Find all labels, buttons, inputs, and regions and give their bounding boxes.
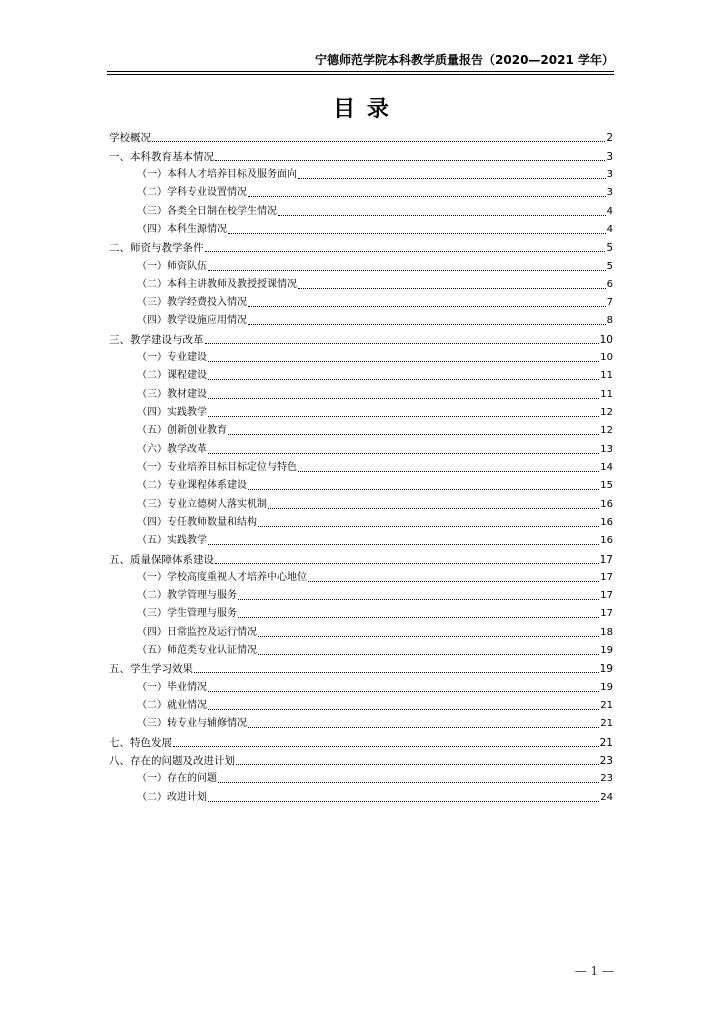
toc-entry-page: 23 (600, 773, 613, 785)
toc-leader-dots (248, 324, 606, 325)
toc-entry[interactable] (109, 620, 613, 638)
toc-leader-dots (208, 691, 599, 692)
toc-entry-label: （五）创新创业教育 (137, 425, 227, 437)
page-number: — 1 — (574, 964, 614, 978)
toc-entry-page: 19 (600, 645, 613, 657)
toc-entry-label: （一）学校高度重视人才培养中心地位 (137, 571, 307, 583)
toc-leader-dots (248, 489, 599, 490)
toc-entry-label: （四）教学设施应用情况 (137, 315, 247, 327)
toc-leader-dots (298, 471, 599, 472)
toc-entry-page: 4 (606, 223, 613, 235)
toc-entry-label: （三）转专业与辅修情况 (137, 718, 247, 730)
toc-entry-page: 21 (600, 718, 613, 730)
toc-leader-dots (258, 654, 599, 655)
toc-entry-label: （一）本科人才培养目标及服务面向 (137, 168, 297, 180)
toc-leader-dots (298, 178, 606, 179)
toc-entry-page: 2 (606, 132, 613, 145)
toc-leader-dots (208, 801, 599, 802)
toc-entry-label: 一、本科教育基本情况 (109, 150, 214, 163)
toc-entry-page: 8 (606, 315, 613, 327)
toc-leader-dots (194, 672, 599, 673)
toc-entry-label: （二）课程建设 (137, 370, 207, 382)
toc-entry-page: 17 (600, 590, 613, 602)
toc-leader-dots (173, 746, 599, 747)
toc-leader-dots (208, 270, 606, 271)
toc-entry-page: 3 (606, 168, 613, 180)
toc-entry-label: （三）各类全日制在校学生情况 (137, 205, 277, 217)
toc-entry-label: 学校概况 (109, 132, 151, 145)
toc-entry-page: 5 (606, 242, 613, 255)
toc-entry-label: （二）教学管理与服务 (137, 590, 237, 602)
toc-leader-dots (208, 453, 599, 454)
toc-entry[interactable] (109, 126, 613, 144)
toc-entry-label: （一）存在的问题 (137, 773, 217, 785)
toc-entry-page: 16 (600, 535, 613, 547)
toc-entry-page: 5 (606, 260, 613, 272)
toc-entry[interactable] (109, 181, 613, 199)
header-title: 宁德师范学院本科教学质量报告（2020—2021 学年） (315, 53, 614, 67)
toc-entry[interactable] (109, 492, 613, 510)
toc-leader-dots (308, 581, 599, 582)
toc-entry-label: （一）专业培养目标目标定位与特色 (137, 461, 297, 473)
toc-entry[interactable] (109, 566, 613, 584)
toc-entry-page: 16 (600, 516, 613, 528)
toc-leader-dots (248, 306, 606, 307)
toc-entry[interactable] (109, 254, 613, 272)
toc-entry-label: （四）实践教学 (137, 407, 207, 418)
toc-entry-label: （三）专业立德树人落实机制 (137, 498, 267, 510)
toc-entry-page: 23 (599, 754, 613, 767)
toc-entry[interactable] (109, 712, 613, 730)
toc-entry-label: 二、师资与教学条件 (109, 242, 204, 255)
toc-leader-dots (228, 233, 606, 234)
toc-entry[interactable] (109, 511, 613, 529)
toc-entry-page: 21 (599, 736, 613, 749)
toc-entry-label: （六）教学改革 (137, 443, 207, 455)
toc-entry-label: （二）本科主讲教师及教授授课情况 (137, 278, 297, 290)
toc-leader-dots (238, 599, 599, 600)
toc-leader-dots (248, 727, 599, 728)
toc-entry-page: 11 (600, 388, 613, 400)
toc-entry[interactable] (109, 639, 613, 657)
toc-entry-page: 14 (600, 461, 613, 473)
toc-entry-label: （三）学生管理与服务 (137, 608, 237, 620)
toc-entry-page: 7 (606, 297, 613, 309)
toc-leader-dots (215, 160, 605, 161)
toc-entry-page: 3 (606, 187, 613, 199)
toc-entry[interactable] (109, 474, 613, 492)
toc-entry[interactable] (109, 346, 613, 364)
toc-entry-label: 七、特色发展 (109, 736, 172, 749)
toc-title: 目 录 (333, 97, 391, 122)
toc-entry-page: 10 (599, 333, 613, 346)
toc-entry-page: 17 (599, 553, 613, 566)
toc-entry-label: （二）专业课程体系建设 (137, 480, 247, 492)
toc-leader-dots (208, 379, 599, 380)
toc-leader-dots (208, 416, 599, 417)
toc-entry[interactable] (109, 327, 613, 345)
toc-entry-label: （二）学科专业设置情况 (137, 187, 247, 199)
toc-leader-dots (228, 434, 599, 435)
toc-leader-dots (278, 215, 606, 216)
toc-leader-dots (236, 764, 599, 765)
toc-entry-label: （二）就业情况 (137, 700, 207, 711)
toc-leader-dots (218, 782, 599, 783)
toc-entry[interactable] (109, 199, 613, 217)
toc-entry-page: 24 (600, 791, 613, 803)
toc-entry-page: 21 (600, 700, 613, 711)
toc-entry[interactable] (109, 273, 613, 291)
toc-entry-label: （四）专任教师数量和结构 (137, 516, 257, 528)
toc-entry-page: 13 (600, 443, 613, 455)
toc-entry[interactable] (109, 309, 613, 327)
toc-entry[interactable] (109, 584, 613, 602)
toc-entry-page: 16 (600, 498, 613, 510)
toc-entry-label: 八、存在的问题及改进计划 (109, 754, 235, 767)
toc-entry[interactable] (109, 163, 613, 181)
toc-entry-label: （四）本科生源情况 (137, 223, 227, 235)
toc-entry[interactable] (109, 730, 613, 748)
toc-entry[interactable] (109, 218, 613, 236)
toc-entry[interactable] (109, 419, 613, 437)
toc-entry[interactable] (109, 401, 613, 419)
toc-leader-dots (238, 617, 599, 618)
table-of-contents (109, 126, 613, 804)
toc-entry[interactable] (109, 437, 613, 455)
toc-entry-label: （一）师资队伍 (137, 260, 207, 272)
toc-entry-label: （五）师范类专业认证情况 (137, 645, 257, 657)
toc-leader-dots (208, 709, 599, 710)
toc-leader-dots (248, 196, 606, 197)
toc-entry[interactable] (109, 547, 613, 565)
toc-entry-page: 6 (606, 278, 613, 290)
toc-entry-page: 18 (600, 626, 613, 638)
toc-entry-page: 17 (600, 571, 613, 583)
toc-entry[interactable] (109, 657, 613, 675)
toc-entry-page: 12 (600, 407, 613, 418)
toc-entry[interactable] (109, 749, 613, 767)
toc-entry-page: 4 (606, 205, 613, 217)
toc-leader-dots (152, 141, 605, 142)
toc-entry-page: 12 (600, 425, 613, 437)
toc-entry[interactable] (109, 602, 613, 620)
toc-entry-label: 五、学生学习效果 (109, 663, 193, 676)
toc-entry-page: 15 (600, 480, 613, 492)
toc-entry-label: （一）毕业情况 (137, 681, 207, 693)
toc-entry[interactable] (109, 694, 613, 712)
toc-entry[interactable] (109, 785, 613, 803)
toc-entry[interactable] (109, 529, 613, 547)
toc-entry[interactable] (109, 144, 613, 162)
toc-entry-label: 三、教学建设与改革 (109, 333, 204, 346)
toc-leader-dots (268, 508, 599, 509)
toc-leader-dots (258, 526, 599, 527)
toc-entry-label: （三）教学经费投入情况 (137, 297, 247, 309)
toc-entry-page: 19 (600, 681, 613, 693)
toc-entry-label: （四）日常监控及运行情况 (137, 626, 257, 638)
toc-entry[interactable] (109, 291, 613, 309)
toc-entry[interactable] (109, 675, 613, 693)
toc-entry-label: （二）改进计划 (137, 791, 207, 803)
toc-entry-page: 19 (599, 663, 613, 676)
toc-entry-page: 10 (600, 352, 613, 364)
toc-entry[interactable] (109, 767, 613, 785)
toc-entry-page: 11 (600, 370, 613, 382)
toc-entry[interactable] (109, 382, 613, 400)
toc-entry-label: 五、质量保障体系建设 (109, 553, 214, 566)
toc-leader-dots (208, 361, 599, 362)
toc-entry[interactable] (109, 456, 613, 474)
toc-entry[interactable] (109, 364, 613, 382)
toc-entry-page: 3 (606, 150, 613, 163)
toc-leader-dots (208, 398, 599, 399)
toc-leader-dots (258, 636, 599, 637)
toc-leader-dots (208, 544, 599, 545)
toc-leader-dots (215, 563, 599, 564)
toc-entry-label: （三）教材建设 (137, 388, 207, 400)
toc-entry[interactable] (109, 236, 613, 254)
toc-leader-dots (298, 288, 606, 289)
toc-leader-dots (205, 343, 599, 344)
toc-entry-label: （五）实践教学 (137, 535, 207, 547)
toc-entry-label: （一）专业建设 (137, 352, 207, 364)
toc-leader-dots (205, 251, 606, 252)
page-header (107, 51, 614, 72)
toc-entry-page: 17 (600, 608, 613, 620)
